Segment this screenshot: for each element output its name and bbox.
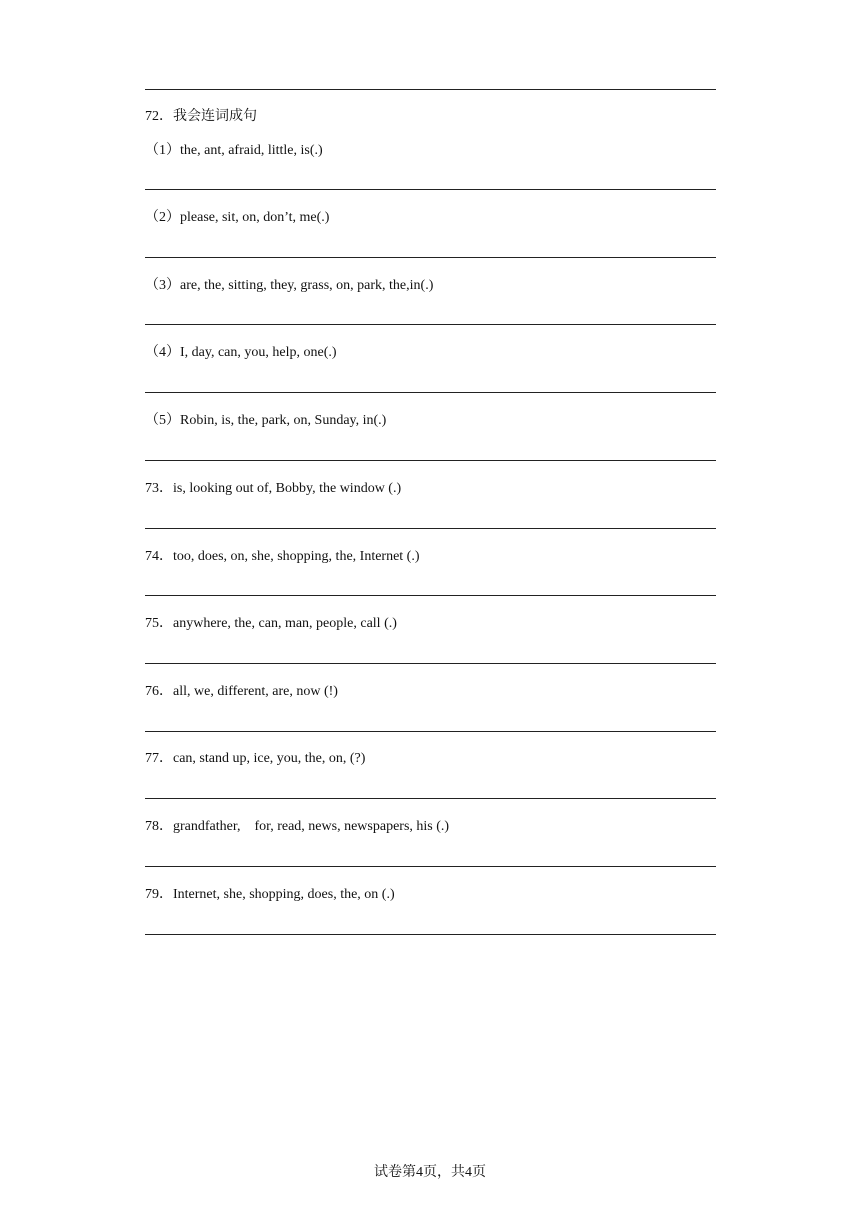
question-75: 75．anywhere, the, can, man, people, call (.) <box>145 616 397 631</box>
answer-line-72-3 <box>145 324 716 325</box>
answer-line-73 <box>145 528 716 529</box>
question-79: 79．Internet, she, shopping, does, the, on (.) <box>145 887 395 902</box>
answer-line-79 <box>145 934 716 935</box>
question-74: 74．too, does, on, she, shopping, the, Internet (.) <box>145 549 420 564</box>
answer-line-77 <box>145 798 716 799</box>
answer-line-72-5 <box>145 460 716 461</box>
question-76: 76．all, we, different, are, now (!) <box>145 684 338 699</box>
question-73: 73．is, looking out of, Bobby, the window (.) <box>145 481 402 496</box>
answer-line-76 <box>145 731 716 732</box>
answer-line-78 <box>145 866 716 867</box>
question-72-item-3: （3）are, the, sitting, they, grass, on, park, the,in(.) <box>145 278 434 293</box>
answer-line-72-1 <box>145 189 716 190</box>
question-78: 78．grandfather, for, read, news, newspapers, his (.) <box>145 819 450 834</box>
question-72-item-1: （1）the, ant, afraid, little, is(.) <box>145 143 323 158</box>
answer-line-72-4 <box>145 392 716 393</box>
answer-line-top <box>145 89 716 90</box>
question-72-heading: 72．我会连词成句 <box>145 109 257 124</box>
page-footer: 试卷第4页，共4页 <box>374 1165 486 1180</box>
answer-line-72-2 <box>145 257 716 258</box>
question-72-item-2: （2）please, sit, on, don’t, me(.) <box>145 210 330 225</box>
answer-line-74 <box>145 595 716 596</box>
question-72-item-5: （5）Robin, is, the, park, on, Sunday, in(.) <box>145 413 387 428</box>
question-77: 77．can, stand up, ice, you, the, on, (?) <box>145 751 366 766</box>
question-72-item-4: （4）I, day, can, you, help, one(.) <box>145 345 337 360</box>
answer-line-75 <box>145 663 716 664</box>
